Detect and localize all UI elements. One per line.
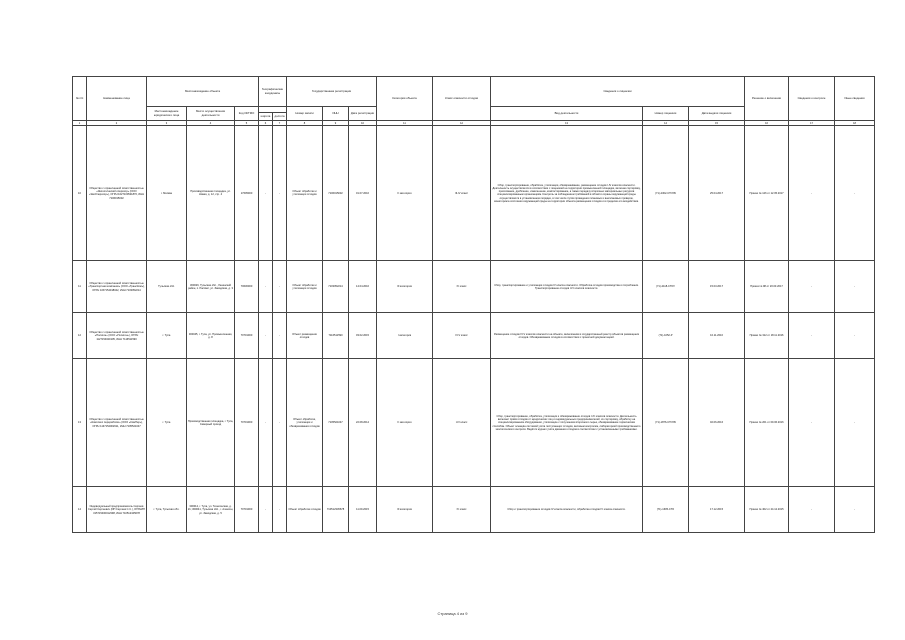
row-class: I-IV класс <box>433 359 491 487</box>
row-license-no: (71)-2118-СТОУ <box>643 261 689 313</box>
col-coords-header: Географические координаты <box>259 77 287 107</box>
row-num: 13 <box>73 359 87 487</box>
row-license-text: Размещение отходов IV-V классов опасности на объекте, включённом в государственный реестр объектов размещения отходов. Обезвреживание отходов в соответствии с проектной документацией. <box>491 313 643 359</box>
row-license-no: (71)-1052-Р <box>643 313 689 359</box>
table-row <box>73 261 875 313</box>
registry-sheet <box>72 76 865 533</box>
row-okato: 70701000 <box>235 313 259 359</box>
row-addr: г. Тула <box>147 313 187 359</box>
row-addr: г. Москва <box>147 126 187 261</box>
row-name: Общество с ограниченной ответственностью «Комплекс переработки» (ООО «КомПер»), ОГРН 1137154002611, ИНН 7105521047 <box>87 359 147 487</box>
row-other: - <box>835 313 875 359</box>
row-class: IV-V класс <box>433 313 491 359</box>
row-lat: - <box>259 313 273 359</box>
page-number: Страница 4 из 9 <box>437 611 468 616</box>
table-row <box>73 359 875 487</box>
column-number-row: 1 2 3 4 5 6 7 8 9 10 11 12 13 14 15 16 17 18 <box>73 121 875 126</box>
row-license-date: 15.03.2017 <box>689 261 745 313</box>
row-lon: - <box>273 313 287 359</box>
row-other: - <box>835 261 875 313</box>
row-license-date: 10.11.2016 <box>689 313 745 359</box>
row-actual: Производственная площадка, г. Тула, Северный проезд <box>187 359 235 487</box>
col-control-header: Сведения о контроле <box>789 77 835 121</box>
row-inn: 710512345678 <box>323 487 349 533</box>
row-control: - <box>789 126 835 261</box>
row-other: - <box>835 126 875 261</box>
row-actual: 300045, г. Тула, ул. Промышленная, д. 8 <box>187 313 235 359</box>
row-okato: 70701000 <box>235 359 259 487</box>
col-lon-header: долгота <box>273 113 287 121</box>
row-other: - <box>835 359 875 487</box>
row-license-date: 02.06.2016 <box>689 359 745 487</box>
col-location-group: Местонахождение объекта <box>147 77 259 107</box>
row-decision: Приказ № 402 от 24.12.2015 <box>745 487 789 533</box>
row-okato: 70630000 <box>235 261 259 313</box>
row-class: III-IV класс <box>433 126 491 261</box>
row-license-date: 17.12.2015 <box>689 487 745 533</box>
row-license-no: (71)-1876-СТОУБ <box>643 359 689 487</box>
row-name: Индивидуальный предприниматель Сергеев Сергей Сергеевич (ИП Сергеев С.С.), ОГРНИП 315715400012398, ИНН 710512345678 <box>87 487 147 533</box>
row-category: II категория <box>377 126 433 261</box>
col-category-header: Категория объекта <box>377 77 433 121</box>
row-license-text: Сбор, транспортирование, обработка, утилизация, обезвреживание, размещение отходов I-IV классов опасности. Деятельность осуществляется в соответствии с лицензией на территории промышленной площадки, включая сортировку, прессование, дробление, измельчение, компостирование, а также передачу вторичных материальных ресурсов специализированным организациям. Контроль за соблюдением требований в области охраны окружающей среды осуществляется в установленном порядке, в том числе путём проведения плановых и внеплановых проверок, мониторинга состояния окружающей среды на территории объекта размещения отходов и в пределах его воздействия. <box>491 126 643 261</box>
row-class: IV класс <box>433 261 491 313</box>
row-addr: г. Тула, Тульская обл. <box>147 487 187 533</box>
col-class-header: Класс опасности отходов <box>433 77 491 121</box>
row-regdate: 14.04.2016 <box>349 261 377 313</box>
col-okato-header: Код ОКТМО <box>235 107 259 121</box>
col-num-header: № п/п <box>73 77 87 121</box>
row-actual: Производственная площадка, ул. Новая, д. 12, стр. 4 <box>187 126 235 261</box>
row-lat: - <box>259 359 273 487</box>
row-control: - <box>789 313 835 359</box>
col-license-activity-header: Вид деятельности <box>491 107 643 121</box>
col-license-group: Сведения о лицензии <box>491 77 745 107</box>
row-name: Общество с ограниченной ответственностью «Экологический оператор» (ООО «ЭкоОператор»), ОГРН 1027100521870, ИНН 7106015032 <box>87 126 147 261</box>
row-category: III категория <box>377 261 433 313</box>
row-control: - <box>789 487 835 533</box>
col-inn-header: ИНН <box>323 107 349 121</box>
row-regno: Объект размещения отходов <box>287 313 323 359</box>
row-license-text: Сбор и транспортирование отходов IV класса опасности, обработка отходов IV класса опасности. <box>491 487 643 533</box>
col-other-header: Иные сведения <box>835 77 875 121</box>
col-state-group: Государственная регистрация <box>287 77 377 107</box>
row-num: 10 <box>73 126 87 261</box>
row-regno: Объект обработки, утилизации и обезвреживания отходов <box>287 359 323 487</box>
row-regdate: 11.09.2015 <box>349 487 377 533</box>
row-decision: Приказ № 126 от 12.05.2017 <box>745 126 789 261</box>
row-decision: Приказ № 201 от 09.06.2016 <box>745 359 789 487</box>
col-name-header: Наименование лица <box>87 77 147 121</box>
row-inn: 7103052214 <box>323 261 349 313</box>
row-license-text: Сбор, транспортирование и утилизация отходов IV класса опасности. Обработка отходов производства и потребления. Транспортирование отходов I-IV классов опасности. <box>491 261 643 313</box>
row-inn: 7116511590 <box>323 313 349 359</box>
row-regno: Объект обработки и утилизации отходов <box>287 126 323 261</box>
row-lat: - <box>259 487 273 533</box>
row-category: III категория <box>377 487 433 533</box>
row-license-date: 25.04.2017 <box>689 126 745 261</box>
col-regno-header: Номер записи <box>287 107 323 121</box>
row-category: I категория <box>377 313 433 359</box>
col-actual-header: Место осуществления деятельности <box>187 107 235 121</box>
row-control: - <box>789 359 835 487</box>
row-lon: - <box>273 487 287 533</box>
row-lon: - <box>273 261 287 313</box>
row-regdate: 03.02.2015 <box>349 313 377 359</box>
row-actual: 300012, г. Тула, ул. Техническая, д. 21; 300041, Тульская обл., г. Алексин, ул. Заводская, д. 5 <box>187 487 235 533</box>
row-lat: - <box>259 126 273 261</box>
row-lat: - <box>259 261 273 313</box>
row-control: - <box>789 261 835 313</box>
row-regdate: 22.08.2014 <box>349 359 377 487</box>
row-okato: 70701000 <box>235 487 259 533</box>
row-decision: Приказ № 312 от 18.11.2016 <box>745 313 789 359</box>
table-row <box>73 126 875 261</box>
row-okato: 17605000 <box>235 126 259 261</box>
row-category: II категория <box>377 359 433 487</box>
row-num: 11 <box>73 261 87 313</box>
row-inn: 7105521047 <box>323 359 349 487</box>
row-addr: г. Тула <box>147 359 187 487</box>
row-num: 12 <box>73 313 87 359</box>
row-other: - <box>835 487 875 533</box>
table-row <box>73 487 875 533</box>
row-regno: Объект обработки отходов <box>287 487 323 533</box>
row-regdate: 01.07.2016 <box>349 126 377 261</box>
col-license-no-header: Номер лицензии <box>643 107 689 121</box>
col-lat-header: широта <box>259 113 273 121</box>
col-license-date-header: Дата выдачи лицензии <box>689 107 745 121</box>
row-lon: - <box>273 359 287 487</box>
row-license-no: (71)-2302-СТОУБ <box>643 126 689 261</box>
row-class: IV класс <box>433 487 491 533</box>
col-decision-header: Решение о включении <box>745 77 789 121</box>
row-num: 14 <box>73 487 87 533</box>
row-license-no: (71)-1605-СТО <box>643 487 689 533</box>
row-name: Общество с ограниченной ответственностью «Полигон» (ООО «Полигон»), ОГРН 1127154021905, ИНН 7116511590 <box>87 313 147 359</box>
row-decision: Приказ № 98 от 20.03.2017 <box>745 261 789 313</box>
col-regdate-header: Дата регистрации <box>349 107 377 121</box>
table-row <box>73 313 875 359</box>
col-addr-header: Местонахождение юридического лица <box>147 107 187 121</box>
row-license-text: Сбор, транспортирование, обработка, утилизация и обезвреживание отходов I-IV классов опасности. Деятельность включает приём отходов от юридических лиц и индивидуальных предпринимателей, их сортировку, обработку на специализированном оборудовании, утилизацию с получением вторичного сырья, обезвреживание термическим способом. Объект оснащён системой учёта поступающих отходов, весовым контролем, лабораторией производственного экологического контроля. Ведётся журнал учёта движения отходов в соответствии с установленными требованиями. <box>491 359 643 487</box>
row-inn: 7106015032 <box>323 126 349 261</box>
row-lon: - <box>273 126 287 261</box>
registry-table <box>72 76 875 533</box>
row-addr: Тульская обл. <box>147 261 187 313</box>
row-name: Общество с ограниченной ответственностью «Транспортная компания» (ООО «ТрансКом»), ОГРН 1157154018042, ИНН 7103052214 <box>87 261 147 313</box>
row-regno: Объект обработки и утилизации отходов <box>287 261 323 313</box>
row-actual: 300026, Тульская обл., Ленинский район, п. Рассвет, ул. Заводская, д. 3 <box>187 261 235 313</box>
